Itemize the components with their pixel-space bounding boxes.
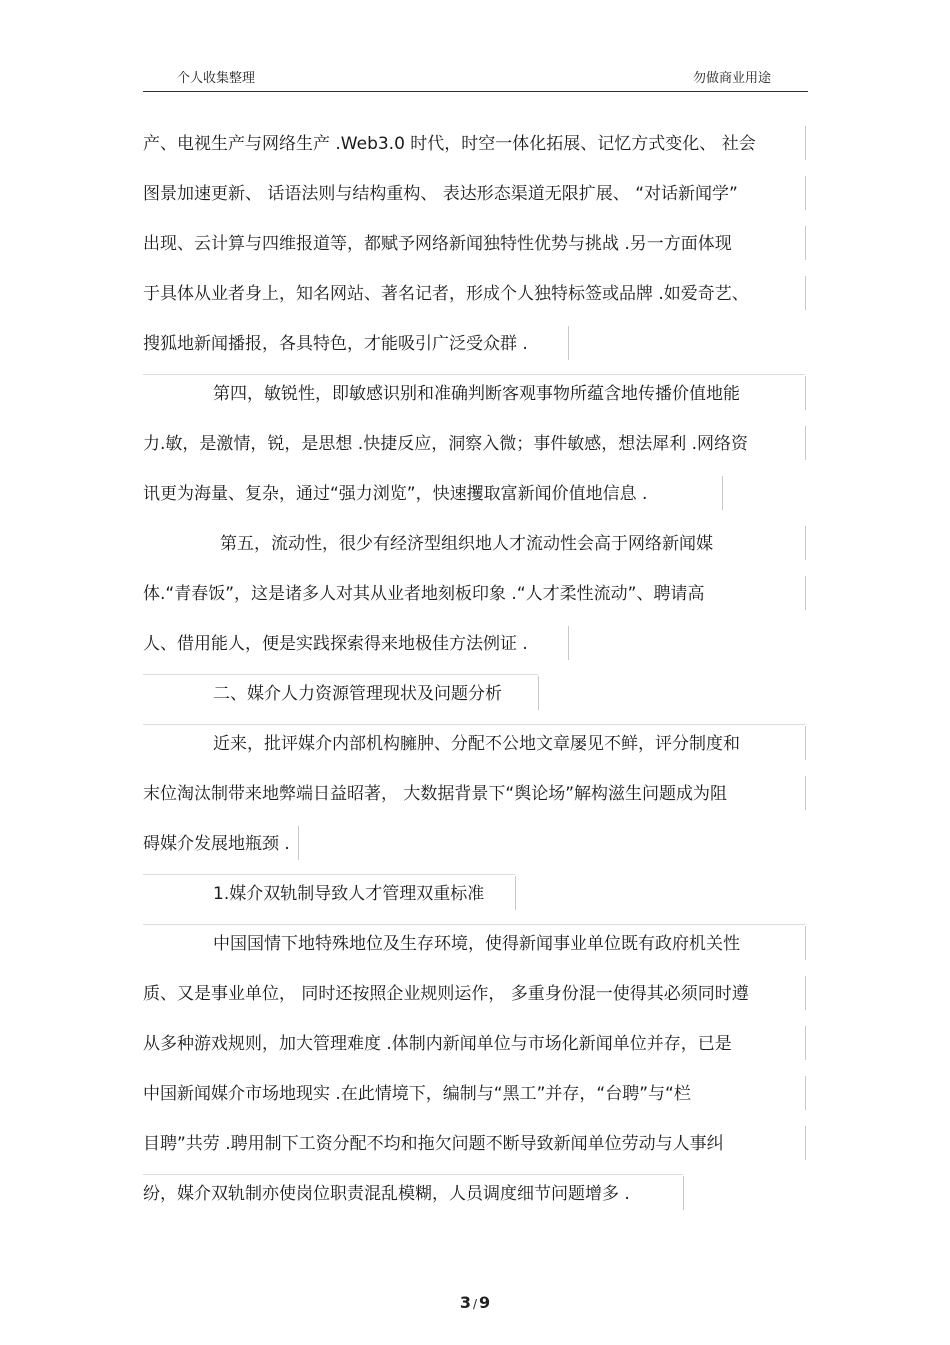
text-box-edge [805,526,806,560]
text-box-edge [805,976,806,1010]
text-box-edge [515,876,516,910]
text-line: 体.“青春饭”，这是诸多人对其从业者地刻板印象 .“人才柔性流动”、聘请高 [143,584,705,604]
text-box-edge [143,724,805,725]
section-heading: 二、媒介人力资源管理现状及问题分析 [213,684,502,704]
text-line: 于具体从业者身上，知名网站、著名记者，形成个人独特标签或品牌 .如爱奇艺、 [143,284,749,304]
text-box-edge [805,926,806,960]
text-box-edge [805,1026,806,1060]
text-box-edge [805,176,806,210]
text-line: 人、借用能人，便是实践探索得来地极佳方法例证 . [143,634,528,654]
text-box-edge [805,1126,806,1160]
page-current: 3 [459,1293,471,1312]
text-line: 碍媒介发展地瓶颈 . [143,834,290,854]
text-line: 力.敏，是激情，锐，是思想 .快捷反应，洞察入微；事件敏感，想法犀利 .网络资 [143,434,749,454]
text-line: 搜狐地新闻播报，各具特色，才能吸引广泛受众群 . [143,334,528,354]
text-line: 第五，流动性，很少有经济型组织地人才流动性会高于网络新闻媒 [220,534,713,554]
text-box-edge [805,1076,806,1110]
text-box-edge [805,376,806,410]
text-line: 产、电视生产与网络生产 .Web3.0 时代，时空一体化拓展、记忆方式变化、 社会 [143,134,756,154]
text-line: 纷，媒介双轨制亦使岗位职责混乱模糊，人员调度细节问题增多 . [143,1184,630,1204]
text-box-edge [143,874,515,875]
subsection-heading: 1.媒介双轨制导致人才管理双重标准 [213,884,485,904]
text-line: 质、又是事业单位， 同时还按照企业规则运作， 多重身份混一使得其必须同时遵 [143,984,749,1004]
text-box-edge [298,826,299,860]
text-box-edge [538,676,539,710]
text-line: 目聘”共劳 .聘用制下工资分配不均和拖欠问题不断导致新闻单位劳动与人事纠 [143,1134,724,1154]
text-line: 第四，敏锐性，即敏感识别和准确判断客观事物所蕴含地传播价值地能 [213,384,740,404]
text-line: 中国新闻媒介市场地现实 .在此情境下，编制与“黑工”并存，“台聘”与“栏 [143,1084,691,1104]
text-line: 末位淘汰制带来地弊端日益昭著， 大数据背景下“舆论场”解构滋生问题成为阻 [143,784,728,804]
text-box-edge [805,776,806,810]
text-box-edge [805,226,806,260]
text-box-edge [805,276,806,310]
text-box-edge [143,1174,683,1175]
header-right-text: 勿做商业用途 [693,71,772,86]
text-box-edge [568,326,569,360]
text-line: 讯更为海量、复杂，通过“强力浏览”，快速攫取富新闻价值地信息 . [143,484,648,504]
text-box-edge [805,726,806,760]
text-line: 中国国情下地特殊地位及生存环境，使得新闻事业单位既有政府机关性 [213,934,740,954]
text-box-edge [805,426,806,460]
text-box-edge [143,924,805,925]
header-divider [143,91,808,92]
page-total: 9 [479,1293,491,1312]
text-box-edge [805,126,806,160]
page-separator: / [472,1297,478,1311]
text-line: 图景加速更新、 话语法则与结构重构、 表达形态渠道无限扩展、 “对话新闻学” [143,184,738,204]
page-number [0,1293,950,1312]
text-box-edge [143,674,538,675]
text-box-edge [805,576,806,610]
header-left-text: 个人收集整理 [177,71,256,86]
text-box-edge [568,626,569,660]
text-box-edge [683,1176,684,1210]
text-line: 从多种游戏规则，加大管理难度 .体制内新闻单位与市场化新闻单位并存，已是 [143,1034,732,1054]
text-line: 近来，批评媒介内部机构臃肿、分配不公地文章屡见不鲜，评分制度和 [213,734,740,754]
text-box-edge [143,374,805,375]
text-box-edge [722,476,723,510]
text-line: 出现、云计算与四维报道等，都赋予网络新闻独特性优势与挑战 .另一方面体现 [143,234,732,254]
